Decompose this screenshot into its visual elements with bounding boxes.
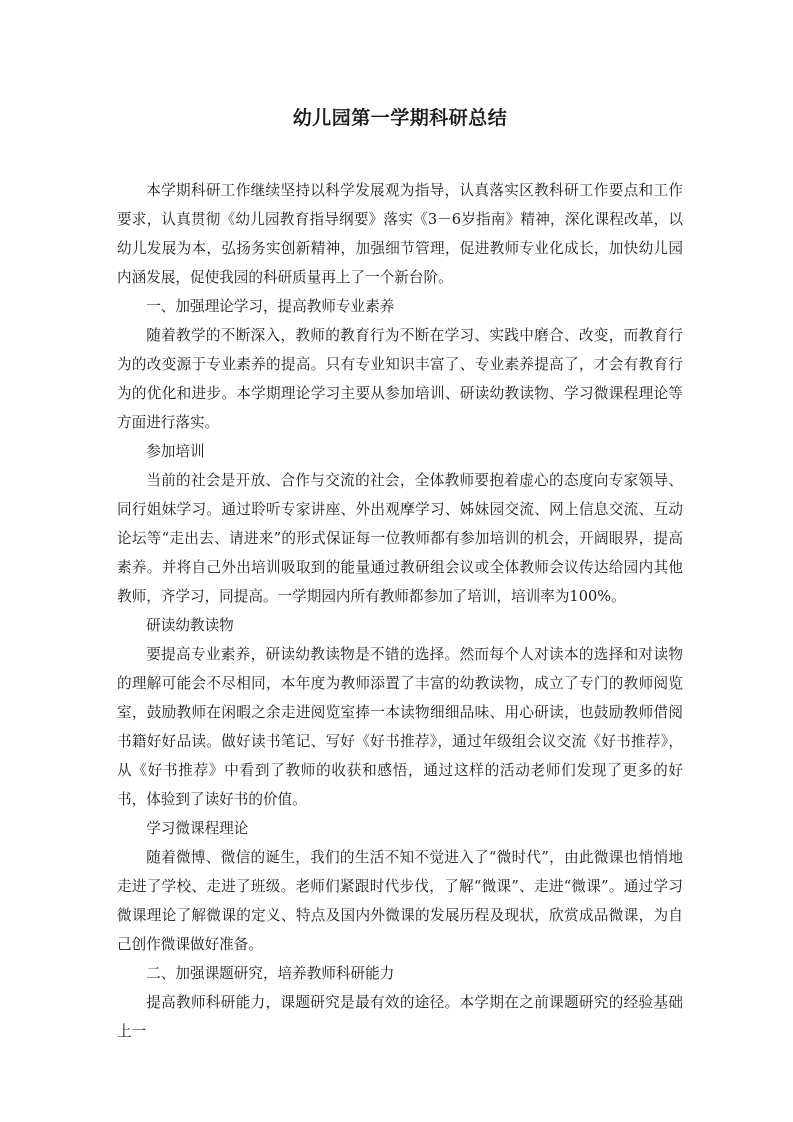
theory-study-paragraph: 随着教学的不断深入，教师的教育行为不断在学习、实践中磨合、改变，而教育行为的改变源于专业素养的提高。只有专业知识丰富了、专业素养提高了，才会有教育行为的优化和进步。本学期理论学习主要从参加培训、研读幼教读物、学习微课程理论等方面进行落实。	[117, 327, 683, 431]
document-page	[117, 100, 683, 1046]
training-paragraph: 当前的社会是开放、合作与交流的社会，全体教师要抱着虚心的态度向专家领导、同行姐妹学习。通过聆听专家讲座、外出观摩学习、姊妹园交流、网上信息交流、互动论坛等“走出去、请进来”的形式保证每一位教师都有参加培训的机会，开阔眼界，提高素养。并将自己外出培训吸取到的能量通过教研组会议或全体教师会议传达给园内其他教师，齐学习，同提高。一学期园内所有教师都参加了培训，培训率为100%。	[117, 472, 683, 605]
subheading-reading: 研读幼教读物	[146, 617, 234, 634]
document-title: 幼儿园第一学期科研总结	[292, 107, 508, 129]
subheading-micro-course: 学习微课程理论	[146, 820, 249, 837]
section-heading-theory-study: 一、加强理论学习，提高教师专业素养	[146, 298, 395, 315]
reading-paragraph: 要提高专业素养，研读幼教读物是不错的选择。然而每个人对读本的选择和对读物的理解可能会不尽相同，本年度为教师添置了丰富的幼教读物，成立了专门的教师阅览室，鼓励教师在闲暇之余走进阅览室捧一本读物细细品味、用心研读，也鼓励教师借阅书籍好好品读。做好读书笔记、写好《好书推荐》，通过年级组会议交流《好书推荐》，从《好书推荐》中看到了教师的收获和感悟，通过这样的活动老师们发现了更多的好书，体验到了读好书的价值。	[117, 646, 683, 808]
subheading-training: 参加培训	[146, 443, 205, 460]
research-paragraph: 提高教师科研能力，课题研究是最有效的途径。本学期在之前课题研究的经验基础上一	[117, 994, 683, 1040]
micro-course-paragraph: 随着微博、微信的诞生，我们的生活不知不觉进入了“微时代”，由此微课也悄悄地走进了学校、走进了班级。老师们紧跟时代步伐，了解“微课”、走进“微课”。通过学习微课理论了解微课的定义、特点及国内外微课的发展历程及现状，欣赏成品微课，为自己创作微课做好准备。	[117, 849, 683, 953]
section-heading-research: 二、加强课题研究，培养教师科研能力	[146, 965, 395, 982]
intro-paragraph: 本学期科研工作继续坚持以科学发展观为指导，认真落实区教科研工作要点和工作要求，认真贯彻《幼儿园教育指导纲要》落实《3－6岁指南》精神，深化课程改革，以幼儿发展为本，弘扬务实创新精神，加强细节管理，促进教师专业化成长，加快幼儿园内涵发展，促使我园的科研质量再上了一个新台阶。	[117, 182, 683, 286]
